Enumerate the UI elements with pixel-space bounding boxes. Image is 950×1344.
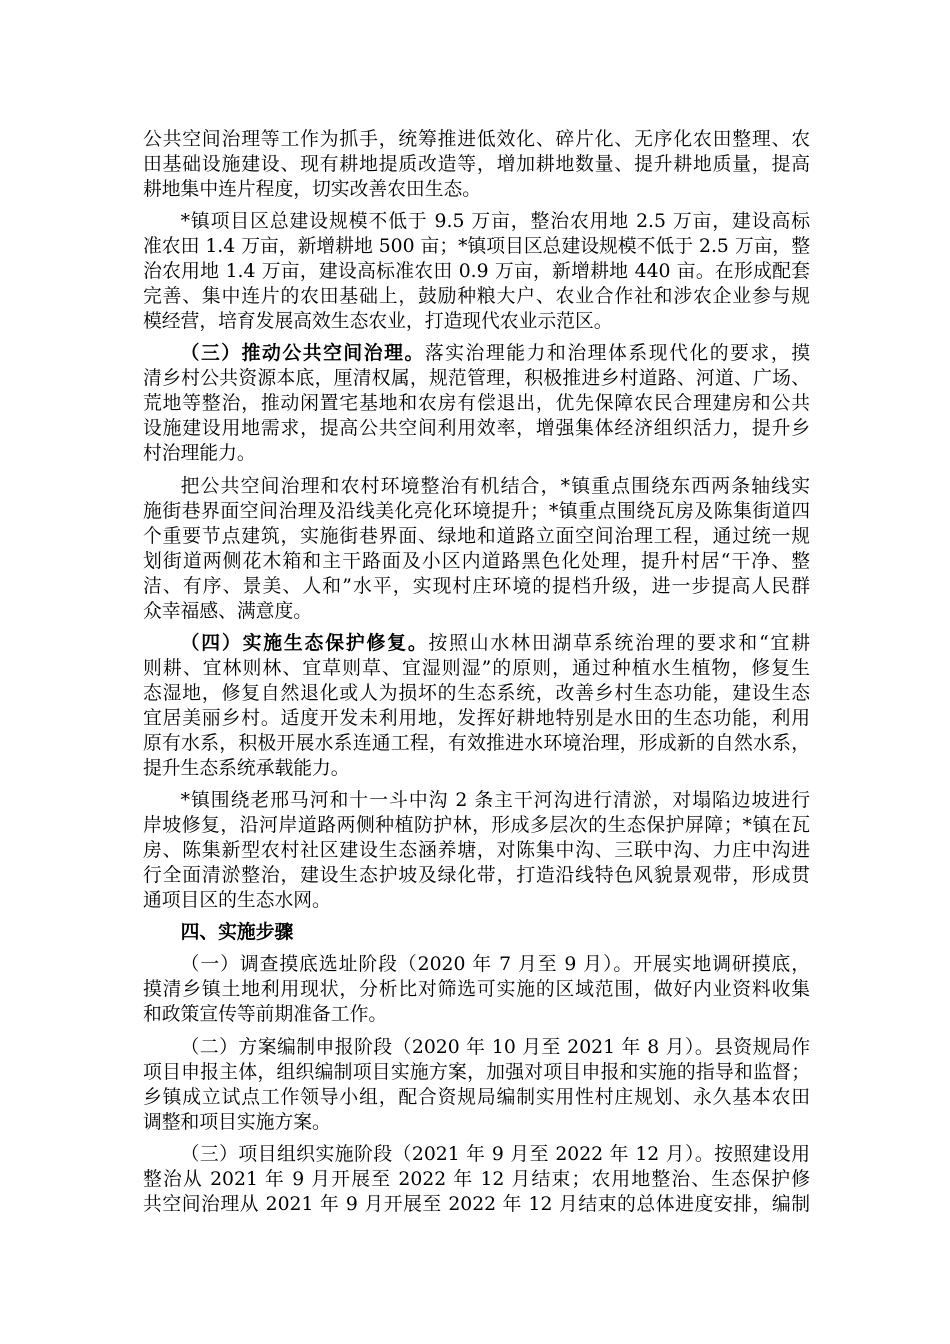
paragraph-line: 项目申报主体，组织编制项目实施方案，加强对项目申报和实施的指导和监督；: [143, 1061, 810, 1083]
paragraph-line: 耕地集中连片程度，切实改善农田生态。: [143, 179, 482, 200]
paragraph-line: （三）项目组织实施阶段（2021 年 9 月至 2022 年 12 月）。按照建设用: [180, 1143, 810, 1165]
paragraph-line-text: 按照山水林田湖草系统治理的要求和“宜耕: [428, 632, 810, 654]
paragraph-line: [143, 341, 810, 366]
paragraph-line: 村治理能力。: [143, 443, 256, 465]
paragraph-line: 态湿地，修复自然退化或人为损坏的生态系统，改善乡村生态功能，建设生态: [143, 682, 810, 704]
paragraph-line: 行全面清淤整治，建设生态护坡及绿化带，打造沿线特色风貌景观带，形成贯: [143, 864, 810, 886]
paragraph-line: 把公共空间治理和农村环境整治有机结合，*镇重点围绕东西两条轴线实: [180, 475, 810, 497]
paragraph-ecological-restoration: [143, 631, 810, 781]
paragraph-line: 摸清乡镇土地利用现状，分析比对筛选可实施的区域范围，做好内业资料收集: [143, 979, 810, 1001]
paragraph-line: 原有水系，积极开展水系连通工程，有效推进水环境治理，形成新的自然水系，: [143, 732, 810, 754]
document-body: [143, 127, 810, 1217]
paragraph-line: 众幸福感、满意度。: [143, 600, 313, 622]
section-heading: 四、实施步骤: [180, 921, 294, 944]
paragraph-line: 提升生态系统承载能力。: [143, 757, 350, 779]
paragraph-step-implementation: [143, 1142, 810, 1217]
paragraph-river-dredging: [143, 788, 810, 913]
paragraph-line: 完善、集中连片的农田基础上，鼓励种粮大户、农业合作社和涉农企业参与规: [143, 286, 810, 308]
paragraph-line: （一）调查摸底选址阶段（2020 年 7 月至 9 月）。开展实地调研摸底，: [180, 954, 810, 976]
paragraph-line: *镇围绕老邢马河和十一斗中沟 2 条主干河沟进行清淤，对塌陷边坡进行: [180, 789, 810, 811]
paragraph-line: 划街道两侧花木箱和主干路面及小区内道路黑色化处理，提升村居“干净、整: [143, 550, 810, 572]
paragraph-line: 治农用地 1.4 万亩，建设高标准农田 0.9 万亩，新增耕地 440 亩。在形成配套: [143, 261, 810, 283]
paragraph-line: 设施建设用地需求，提高公共空间利用效率，增强集体经济组织活力，提升乡: [143, 418, 810, 440]
paragraph-line: 洁、有序、景美、人和”水平，实现村庄环境的提档升级，进一步提高人民群: [143, 575, 810, 597]
paragraph-line: 清乡村公共资源本底，厘清权属，规范管理，积极推进乡村道路、河道、广场、: [143, 368, 810, 390]
paragraph-line: 整治从 2021 年 9 月开展至 2022 年 12 月结束；农用地整治、生态保护修: [143, 1168, 810, 1190]
section-heading-implementation-steps: [143, 920, 810, 945]
paragraph-line: 施街巷界面空间治理及沿线美化亮化环境提升；*镇重点围绕瓦房及陈集街道四: [143, 500, 810, 522]
paragraph-line: 准农田 1.4 万亩，新增耕地 500 亩；*镇项目区总建设规模不低于 2.5 万亩，整: [143, 236, 810, 258]
paragraph-line-text: 落实治理能力和治理体系现代化的要求，摸: [424, 343, 810, 365]
paragraph-line: 调整和项目实施方案。: [143, 1111, 331, 1133]
paragraph-line: 岸坡修复，沿河岸道路两侧种植防护林，形成多层次的生态保护屏障；*镇在瓦: [143, 814, 810, 836]
paragraph-line: [143, 631, 810, 656]
paragraph-line: 乡镇成立试点工作领导小组，配合资规局编制实用性村庄规划、永久基本农田: [143, 1086, 810, 1108]
paragraph-step-planning: [143, 1035, 810, 1135]
paragraph-line: 通项目区的生态水网。: [143, 889, 331, 911]
paragraph-line: 则耕、宜林则林、宜草则草、宜湿则湿”的原则，通过种植水生植物，修复生: [143, 657, 810, 679]
paragraph-line: 模经营，培育发展高效生态农业，打造现代农业示范区。: [143, 311, 613, 333]
paragraph-step-survey: [143, 952, 810, 1027]
paragraph-line: （二）方案编制申报阶段（2020 年 10 月至 2021 年 8 月）。县资规局作: [180, 1036, 810, 1058]
paragraph-line: 公共空间治理等工作为抓手，统筹推进低效化、碎片化、无序化农田整理、农: [143, 129, 810, 150]
paragraph-farmland-targets: [143, 209, 810, 334]
paragraph-line: 荒地等整治，推动闲置宅基地和农房有偿退出，优先保障农民合理建房和公共: [143, 393, 810, 415]
section-lead-heading: （三）推动公共空间治理。: [180, 342, 425, 365]
paragraph-environment-integration: [143, 474, 810, 624]
paragraph-line: 宜居美丽乡村。适度开发未利用地，发挥好耕地特别是水田的生态功能，利用: [143, 707, 810, 729]
paragraph-farmland-continuation: [143, 127, 810, 202]
paragraph-line: 房、陈集新型农村社区建设生态涵养塘，对陈集中沟、三联中沟、力庄中沟进: [143, 839, 810, 861]
paragraph-line: 共空间治理从 2021 年 9 月开展至 2022 年 12 月结束的总体进度安排，编制: [143, 1193, 810, 1215]
paragraph-line: 个重要节点建筑，实施街巷界面、绿地和道路立面空间治理工程，通过统一规: [143, 525, 810, 547]
paragraph-line: *镇项目区总建设规模不低于 9.5 万亩，整治农用地 2.5 万亩，建设高标: [180, 211, 810, 233]
section-lead-heading: （四）实施生态保护修复。: [180, 631, 429, 654]
paragraph-line: 和政策宣传等前期准备工作。: [143, 1004, 388, 1026]
paragraph-public-space-governance: [143, 341, 810, 466]
paragraph-line: 田基础设施建设、现有耕地提质改造等，增加耕地数量、提升耕地质量，提高: [143, 154, 810, 175]
